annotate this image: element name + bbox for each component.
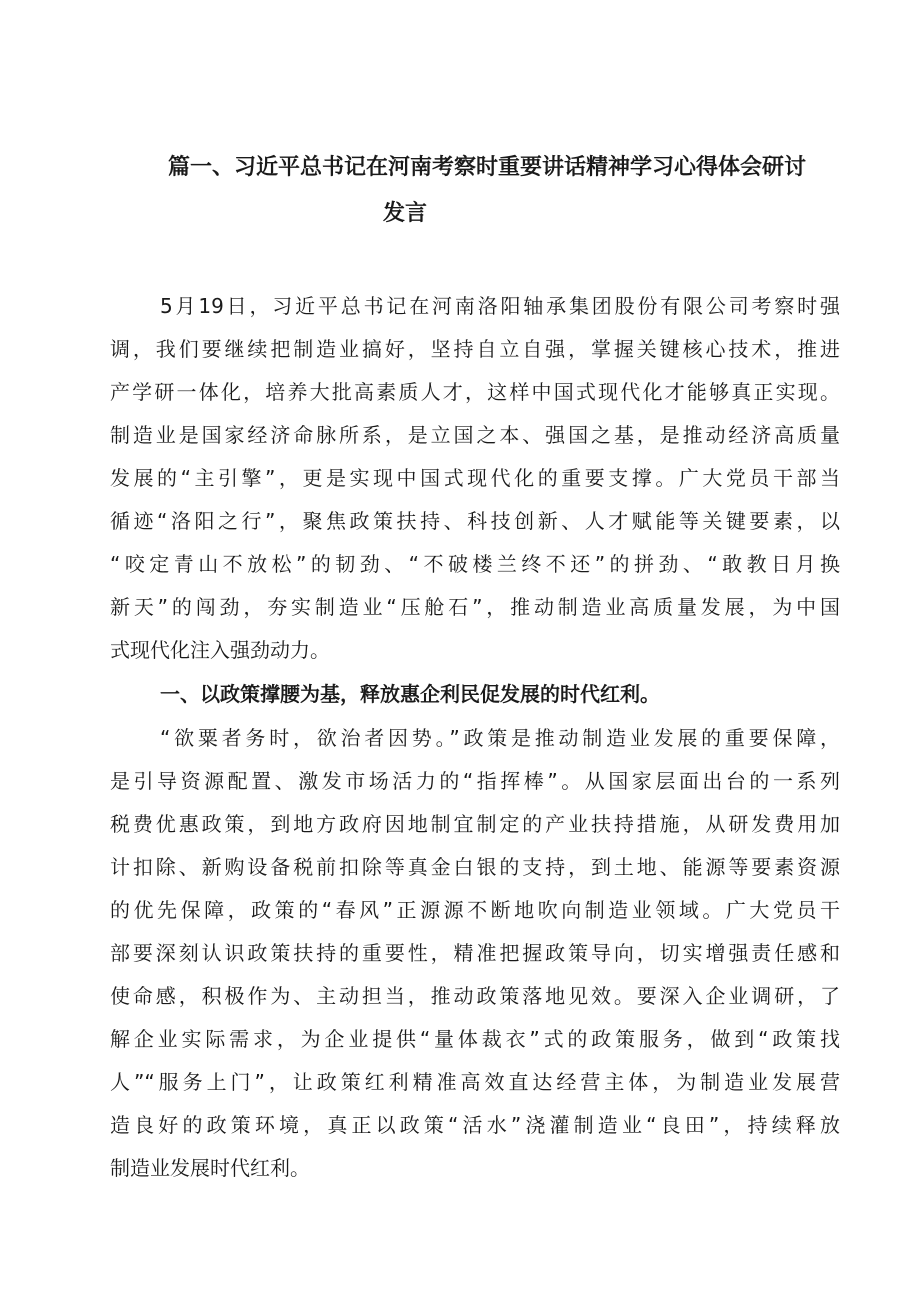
paragraph-1-line: 制造业是国家经济命脉所系，是立国之本、强国之基，是推动经济高质量: [110, 423, 840, 447]
paragraph-1-line: 调，我们要继续把制造业搞好，坚持自立自强，掌握关键核心技术，推进: [110, 337, 840, 361]
document-title-line-1: 篇一、习近平总书记在河南考察时重要讲话精神学习心得体会研讨: [168, 155, 807, 180]
section-heading-1: 一、以政策撑腰为基，释放惠企利民促发展的时代红利。: [160, 682, 660, 706]
paragraph-2-line: 是引导资源配置、激发市场活力的“指挥棒”。从国家层面出台的一系列: [110, 769, 840, 793]
paragraph-1-line: 5月19日，习近平总书记在河南洛阳轴承集团股份有限公司考察时强: [160, 294, 840, 318]
document-title-line-2: 发言: [383, 201, 428, 226]
paragraph-2-line: 税费优惠政策，到地方政府因地制宜制定的产业扶持措施，从研发费用加: [110, 812, 840, 836]
paragraph-2-line: 人”“服务上门”，让政策红利精准高效直达经营主体，为制造业发展营: [110, 1070, 840, 1094]
paragraph-1-line: 式现代化注入强劲动力。: [110, 638, 330, 662]
paragraph-2-line: “欲粟者务时，欲治者因势。”政策是推动制造业发展的重要保障，: [160, 726, 840, 750]
paragraph-1-line: 新天”的闯劲，夯实制造业“压舱石”，推动制造业高质量发展，为中国: [110, 595, 840, 619]
paragraph-2-line: 的优先保障，政策的“春风”正源源不断地吹向制造业领域。广大党员干: [110, 898, 840, 922]
paragraph-1-line: 发展的“主引擎”，更是实现中国式现代化的重要支撑。广大党员干部当: [110, 466, 840, 490]
paragraph-2-line: 部要深刻认识政策扶持的重要性，精准把握政策导向，切实增强责任感和: [110, 941, 840, 965]
paragraph-2-line: 计扣除、新购设备税前扣除等真金白银的支持，到土地、能源等要素资源: [110, 855, 840, 879]
paragraph-1-line: 循迹“洛阳之行”，聚焦政策扶持、科技创新、人才赋能等关键要素，以: [110, 509, 840, 533]
paragraph-1-line: 产学研一体化，培养大批高素质人才，这样中国式现代化才能够真正实现。: [110, 380, 840, 404]
paragraph-1-line: “咬定青山不放松”的韧劲、“不破楼兰终不还”的拼劲、“敢教日月换: [110, 552, 840, 576]
paragraph-2-line: 制造业发展时代红利。: [110, 1156, 310, 1180]
paragraph-2-line: 造良好的政策环境，真正以政策“活水”浇灌制造业“良田”，持续释放: [110, 1113, 840, 1137]
paragraph-2-line: 解企业实际需求，为企业提供“量体裁衣”式的政策服务，做到“政策找: [110, 1027, 840, 1051]
paragraph-2-line: 使命感，积极作为、主动担当，推动政策落地见效。要深入企业调研，了: [110, 984, 840, 1008]
